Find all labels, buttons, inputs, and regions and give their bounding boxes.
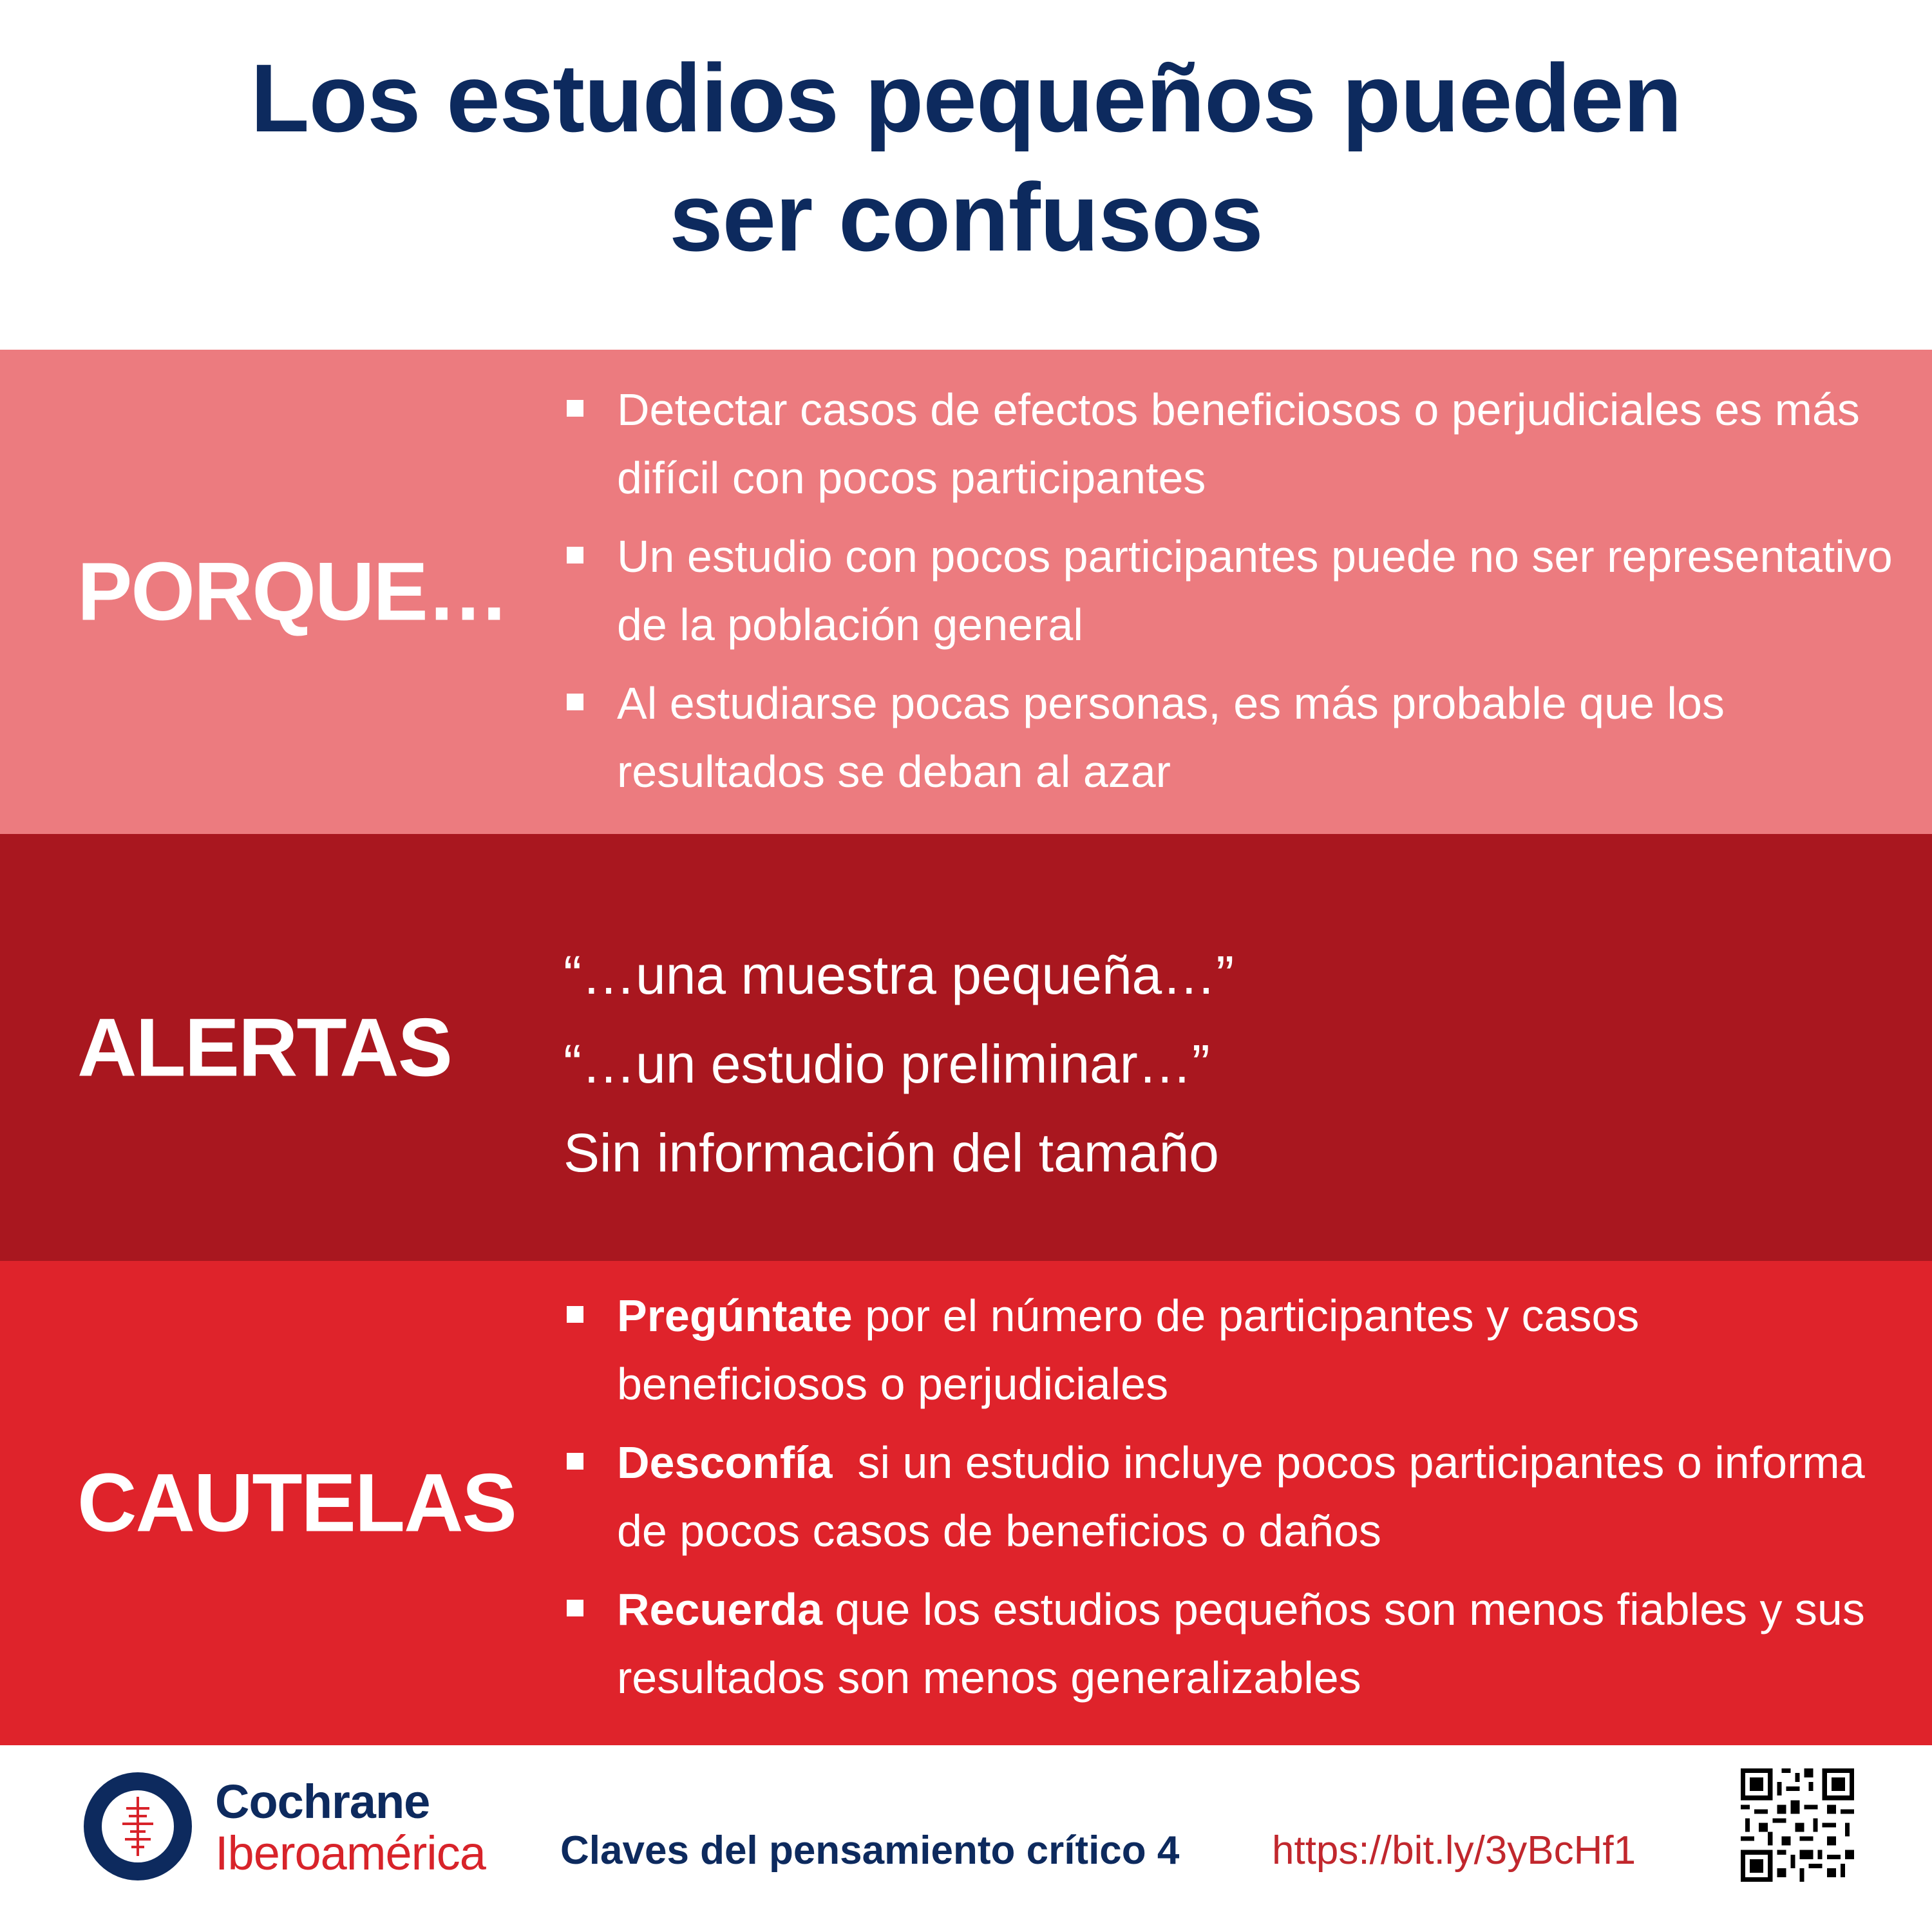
bullet-square-icon <box>567 1306 583 1323</box>
qr-code-icon <box>1741 1768 1854 1882</box>
porque-item-text: Un estudio con pocos participantes puede no ser representativo de la población general <box>617 531 1893 650</box>
porque-section <box>0 350 1932 834</box>
alertas-list <box>564 931 1234 1197</box>
title-line-2: ser confusos <box>669 163 1263 271</box>
cautelas-list <box>567 1282 1893 1722</box>
title-line-1: Los estudios pequeños pueden <box>250 44 1682 152</box>
cautelas-item-keyword: Desconfía <box>617 1437 833 1488</box>
porque-item-1 <box>567 375 1893 512</box>
alertas-section <box>0 834 1932 1261</box>
bullet-square-icon <box>567 547 583 564</box>
page-title <box>0 39 1932 277</box>
alertas-line-2: “…un estudio preliminar…” <box>564 1034 1210 1094</box>
brand-name: Cochrane <box>215 1775 430 1828</box>
cautelas-item-text: por el número de participantes y casos beneficiosos o perjudiciales <box>617 1291 1640 1409</box>
cautelas-item-keyword: Pregúntate <box>617 1291 853 1341</box>
porque-item-2 <box>567 522 1893 659</box>
short-url-link[interactable]: https://bit.ly/3yBcHf1 <box>1272 1828 1636 1873</box>
porque-list <box>567 375 1893 816</box>
porque-item-3 <box>567 669 1893 806</box>
bullet-square-icon <box>567 400 583 417</box>
porque-item-text: Detectar casos de efectos beneficiosos o perjudiciales es más difícil con pocos participantes <box>617 384 1860 503</box>
bullet-square-icon <box>567 1600 583 1616</box>
series-title: Claves del pensamiento crítico 4 <box>560 1828 1180 1873</box>
cochrane-logo-icon <box>82 1771 193 1882</box>
alertas-label: ALERTAS <box>77 1001 451 1094</box>
cautelas-item-keyword: Recuerda <box>617 1584 823 1634</box>
alertas-line-1: “…una muestra pequeña…” <box>564 945 1235 1005</box>
bullet-square-icon <box>567 1453 583 1470</box>
cautelas-section <box>0 1261 1932 1745</box>
cautelas-item-text: si un estudio incluye pocos participantes o informa de pocos casos de beneficios o daños <box>617 1437 1878 1556</box>
cautelas-label: CAUTELAS <box>77 1457 516 1549</box>
cautelas-item-text: que los estudios pequeños son menos fiables y sus resultados son menos generalizables <box>617 1584 1865 1703</box>
brand-region: Iberoamérica <box>215 1826 486 1880</box>
bullet-square-icon <box>567 694 583 710</box>
cautelas-item-1 <box>567 1282 1893 1418</box>
cautelas-item-2 <box>567 1428 1893 1565</box>
porque-item-text: Al estudiarse pocas personas, es más probable que los resultados se deban al azar <box>617 678 1725 797</box>
alertas-line-3: Sin información del tamaño <box>564 1122 1219 1183</box>
porque-label: PORQUE… <box>77 545 508 638</box>
cautelas-item-3 <box>567 1575 1893 1712</box>
